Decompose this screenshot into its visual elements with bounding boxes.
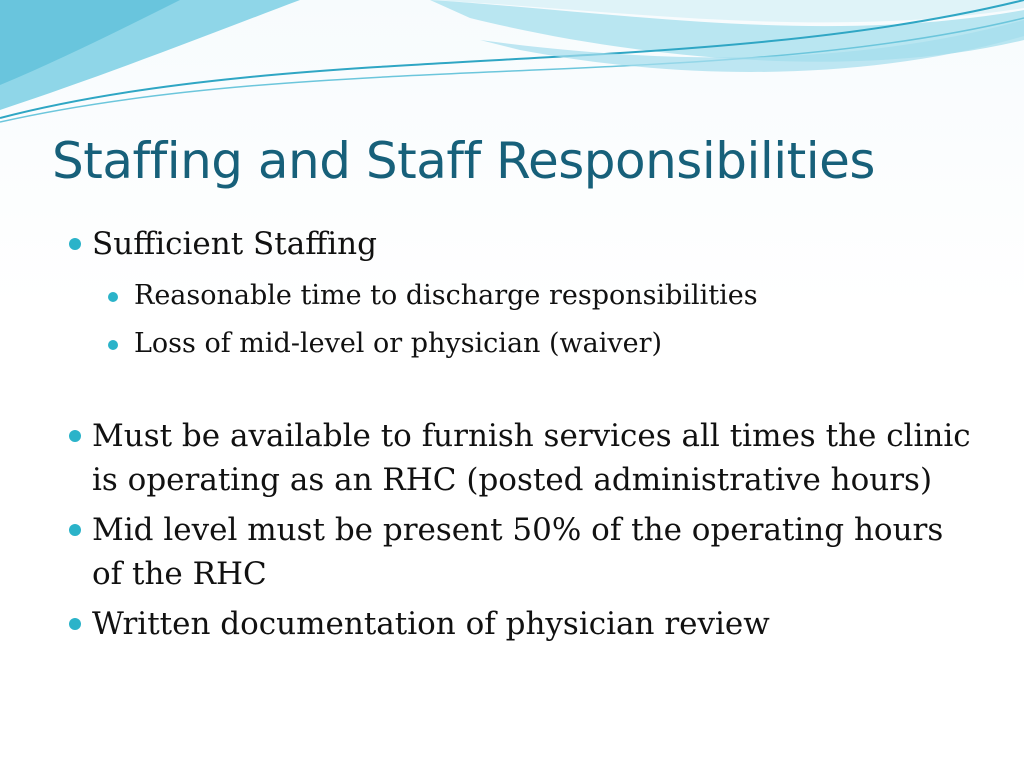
sub-bullet-loss-of-mid-level: Loss of mid-level or physician (waiver) [104,320,982,368]
sub-bullet-reasonable-time: Reasonable time to discharge responsibilities [104,272,982,320]
bullet-must-be-available: Must be available to furnish services all times the clinic is operating as an RHC (posted administrative hours) [62,414,982,502]
spacer [62,368,982,414]
bullet-sufficient-staffing: Sufficient Staffing [62,222,982,266]
slide-body [62,222,982,652]
slide-title: Staffing and Staff Responsibilities [52,132,875,190]
header-wave-decoration [0,0,1024,130]
bullet-mid-level-present: Mid level must be present 50% of the operating hours of the RHC [62,508,982,596]
bullet-written-documentation: Written documentation of physician review [62,602,982,646]
